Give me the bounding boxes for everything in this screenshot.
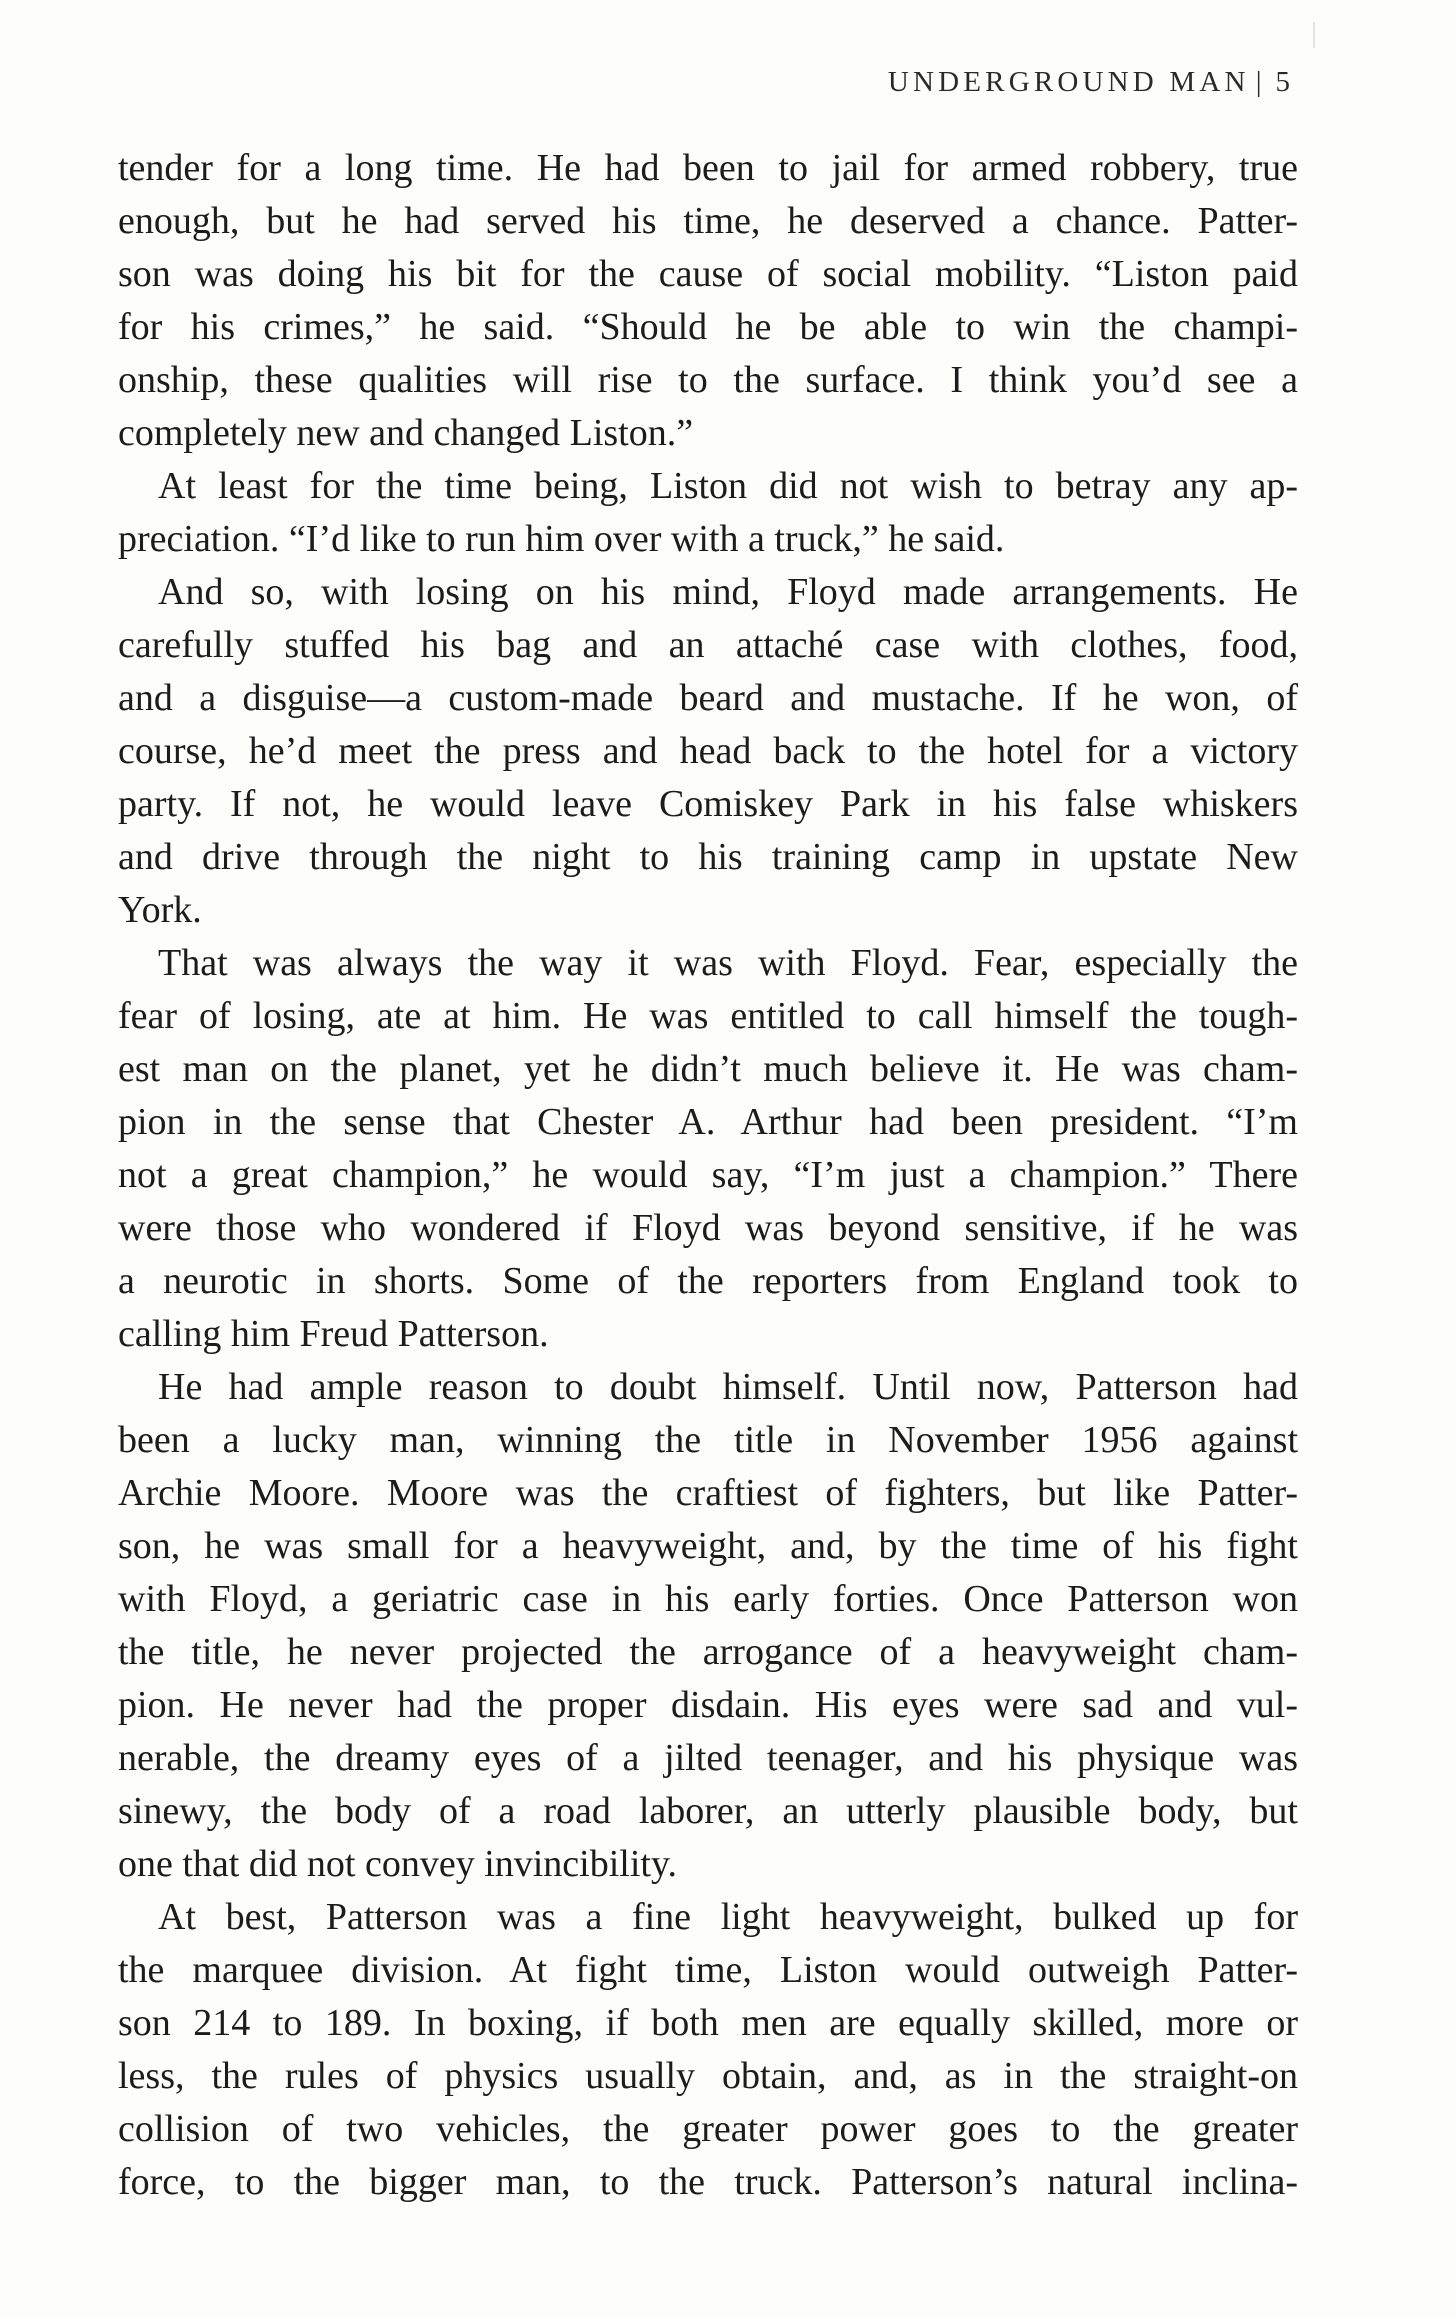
text-line: preciation. “I’d like to run him over with a truck,” he said. bbox=[118, 518, 1005, 560]
text-line: nerable, the dreamy eyes of a jilted teenager, and his physique was bbox=[118, 1737, 1298, 1779]
text-line: Archie Moore. Moore was the craftiest of fighters, but like Patter- bbox=[118, 1472, 1298, 1514]
text-line: That was always the way it was with Floyd. Fear, especially the bbox=[158, 942, 1298, 984]
text-line: onship, these qualities will rise to the surface. I think you’d see a bbox=[118, 359, 1298, 401]
text-line: son, he was small for a heavyweight, and, by the time of his fight bbox=[118, 1525, 1298, 1567]
page-number: 5 bbox=[1275, 66, 1290, 98]
text-line: force, to the bigger man, to the truck. Patterson’s natural inclina- bbox=[118, 2161, 1298, 2203]
body-text bbox=[118, 142, 1298, 2209]
text-line: collision of two vehicles, the greater power goes to the greater bbox=[118, 2108, 1298, 2150]
text-line: est man on the planet, yet he didn’t much believe it. He was cham- bbox=[118, 1048, 1298, 1090]
text-line: for his crimes,” he said. “Should he be able to win the champi- bbox=[118, 306, 1298, 348]
running-head-separator: | bbox=[1255, 66, 1262, 98]
text-line: the marquee division. At fight time, Liston would outweigh Patter- bbox=[118, 1949, 1298, 1991]
text-line: pion in the sense that Chester A. Arthur had been president. “I’m bbox=[118, 1101, 1298, 1143]
paragraph bbox=[118, 460, 1298, 566]
running-head bbox=[888, 66, 1290, 99]
text-line: York. bbox=[118, 889, 202, 931]
text-line: pion. He never had the proper disdain. His eyes were sad and vul- bbox=[118, 1684, 1298, 1726]
text-line: and a disguise—a custom-made beard and mustache. If he won, of bbox=[118, 677, 1298, 719]
text-line: not a great champion,” he would say, “I’m just a champion.” There bbox=[118, 1154, 1298, 1196]
paragraph bbox=[118, 1891, 1298, 2209]
paragraph bbox=[118, 566, 1298, 937]
paragraph bbox=[118, 142, 1298, 460]
text-line: and drive through the night to his training camp in upstate New bbox=[118, 836, 1298, 878]
paragraph bbox=[118, 937, 1298, 1361]
text-line: He had ample reason to doubt himself. Until now, Patterson had bbox=[158, 1366, 1298, 1408]
text-line: with Floyd, a geriatric case in his early forties. Once Patterson won bbox=[118, 1578, 1298, 1620]
text-line: completely new and changed Liston.” bbox=[118, 412, 694, 454]
paragraph bbox=[118, 1361, 1298, 1891]
text-line: were those who wondered if Floyd was beyond sensitive, if he was bbox=[118, 1207, 1298, 1249]
text-line: the title, he never projected the arrogance of a heavyweight cham- bbox=[118, 1631, 1298, 1673]
text-line: And so, with losing on his mind, Floyd made arrangements. He bbox=[158, 571, 1298, 613]
text-line: a neurotic in shorts. Some of the reporters from England took to bbox=[118, 1260, 1298, 1302]
text-line: enough, but he had served his time, he deserved a chance. Patter- bbox=[118, 200, 1298, 242]
text-line: sinewy, the body of a road laborer, an utterly plausible body, but bbox=[118, 1790, 1298, 1832]
page-edge-mark bbox=[1313, 22, 1315, 48]
text-line: been a lucky man, winning the title in November 1956 against bbox=[118, 1419, 1298, 1461]
text-line: course, he’d meet the press and head back to the hotel for a victory bbox=[118, 730, 1298, 772]
text-line: At least for the time being, Liston did not wish to betray any ap- bbox=[158, 465, 1298, 507]
text-line: calling him Freud Patterson. bbox=[118, 1313, 549, 1355]
text-line: one that did not convey invincibility. bbox=[118, 1843, 677, 1885]
text-line: son was doing his bit for the cause of social mobility. “Liston paid bbox=[118, 253, 1298, 295]
text-line: At best, Patterson was a fine light heavyweight, bulked up for bbox=[158, 1896, 1298, 1938]
text-line: son 214 to 189. In boxing, if both men are equally skilled, more or bbox=[118, 2002, 1298, 2044]
text-line: tender for a long time. He had been to jail for armed robbery, true bbox=[118, 147, 1298, 189]
text-line: fear of losing, ate at him. He was entitled to call himself the tough- bbox=[118, 995, 1298, 1037]
text-line: carefully stuffed his bag and an attaché case with clothes, food, bbox=[118, 624, 1298, 666]
text-line: less, the rules of physics usually obtain, and, as in the straight-on bbox=[118, 2055, 1298, 2097]
running-title: UNDERGROUND MAN bbox=[887, 66, 1250, 98]
text-line: party. If not, he would leave Comiskey Park in his false whiskers bbox=[118, 783, 1298, 825]
